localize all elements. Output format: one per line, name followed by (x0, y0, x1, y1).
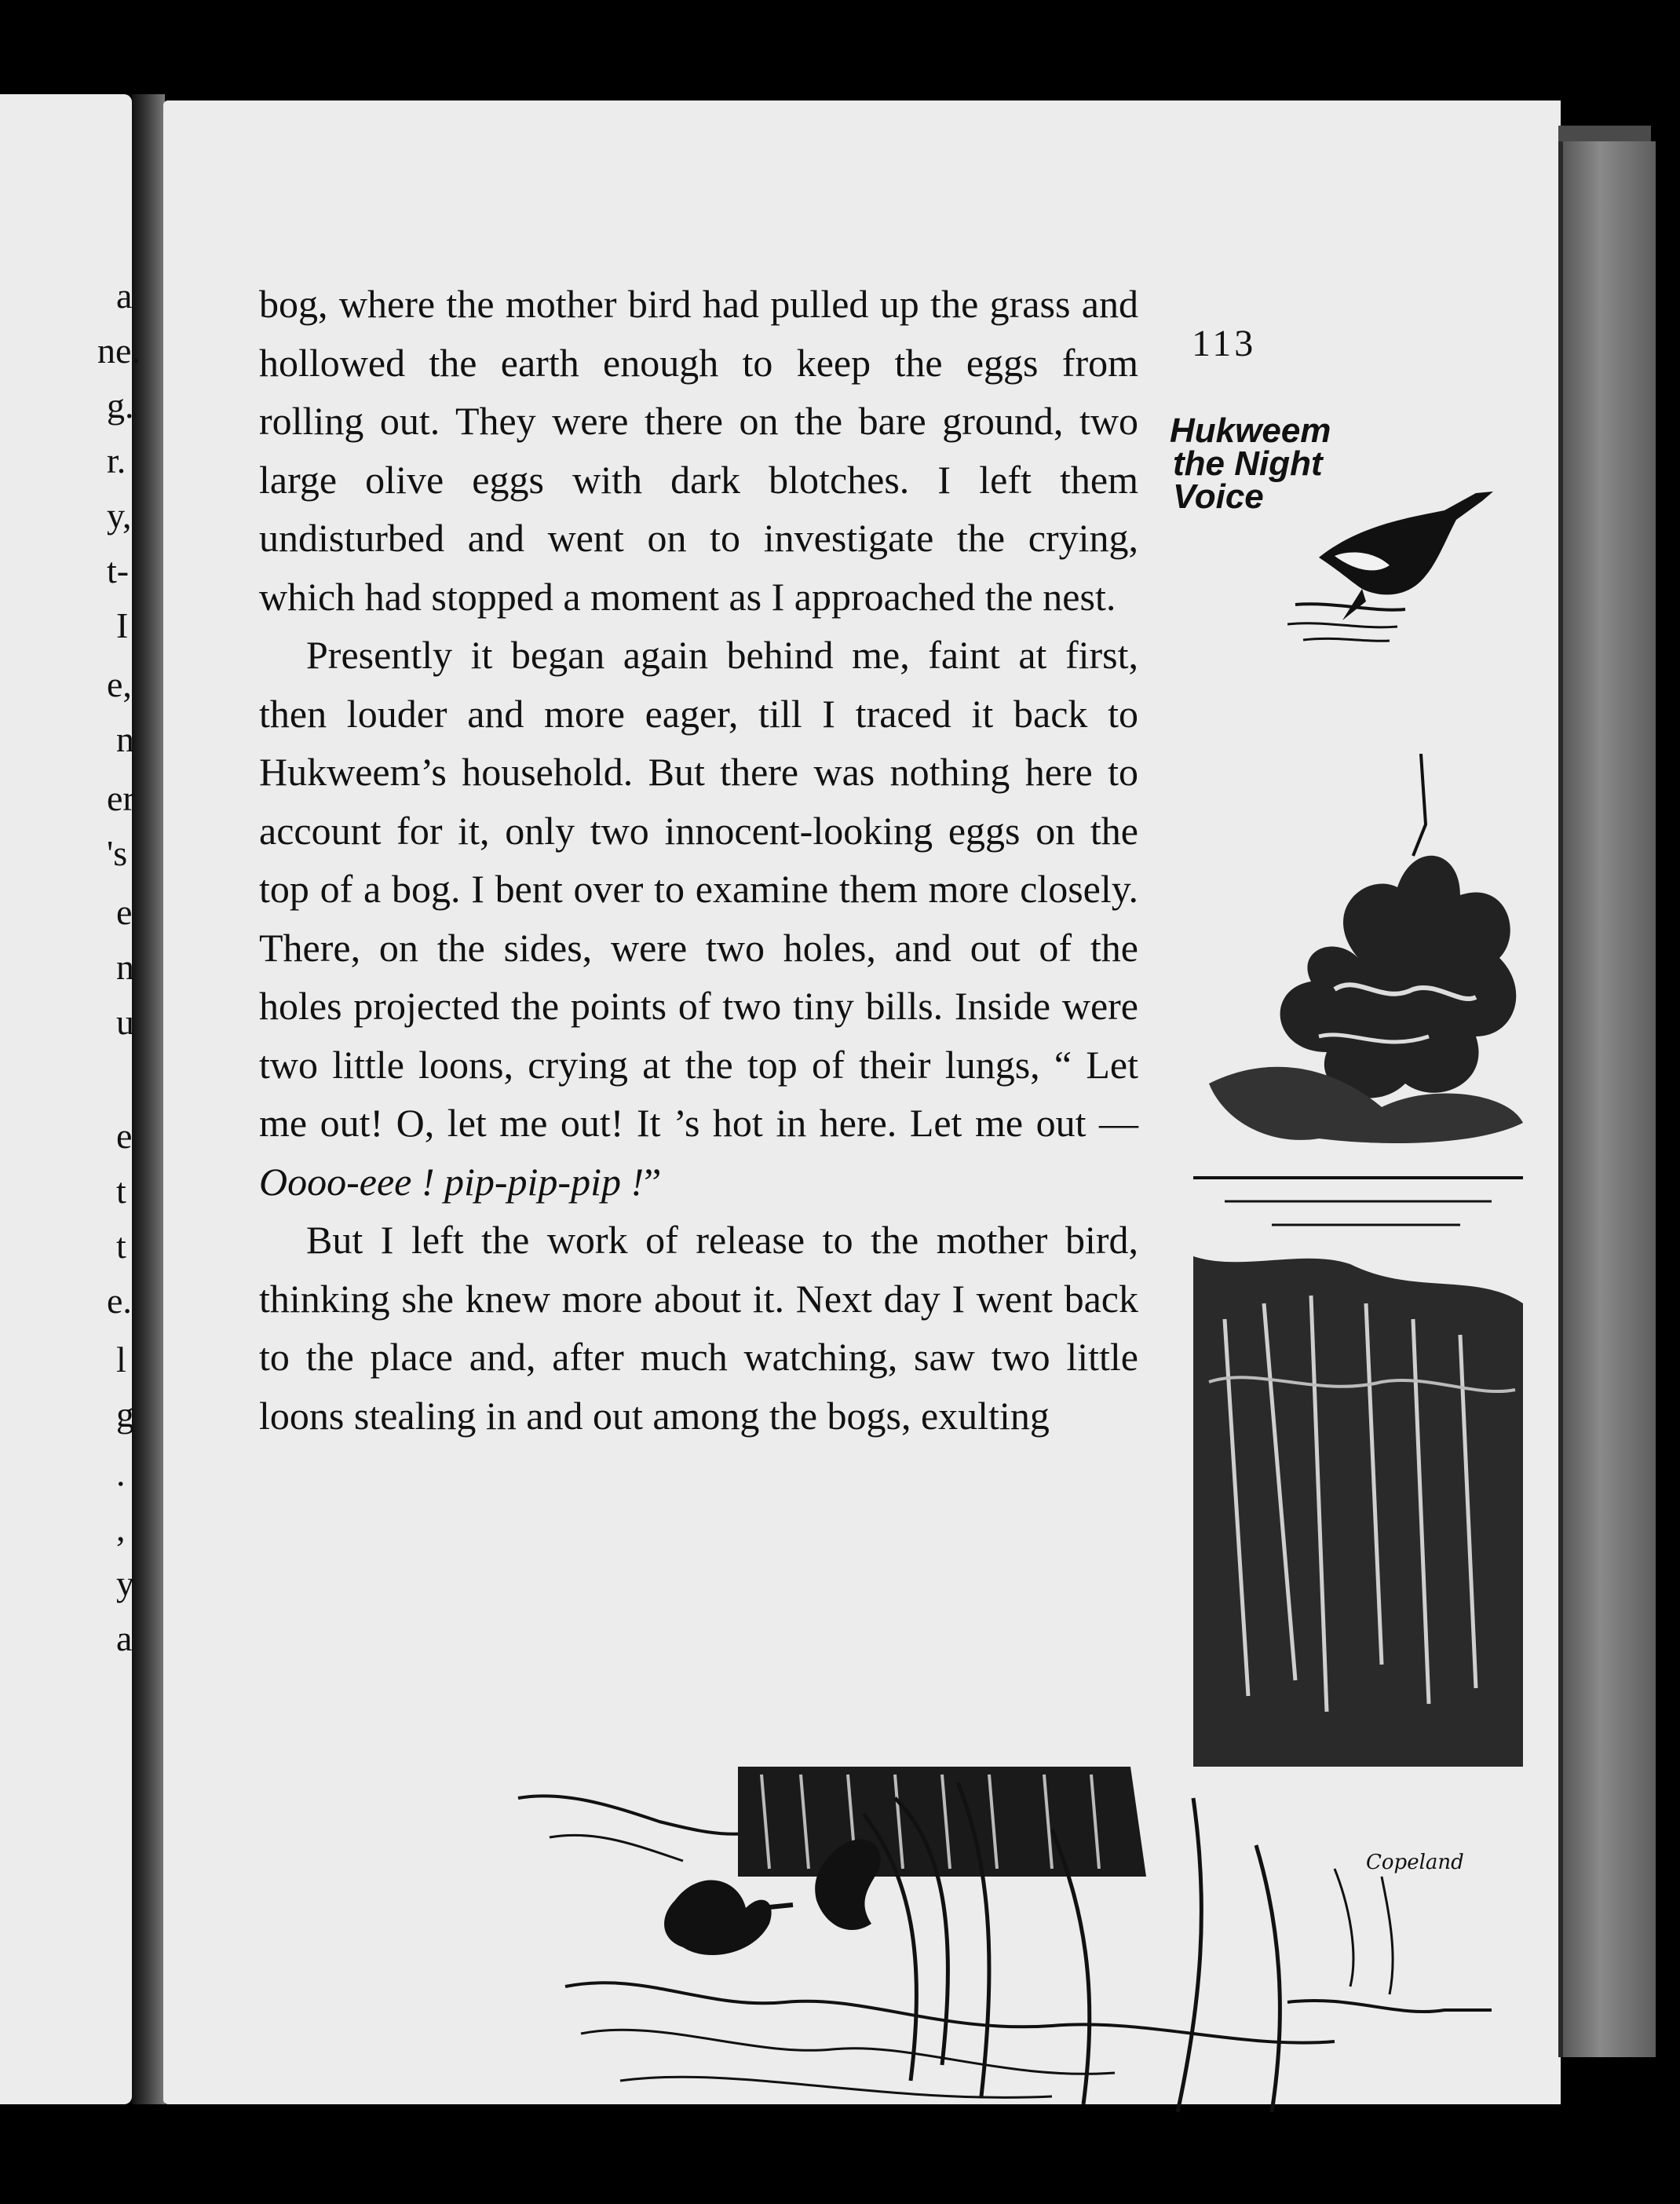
facing-page-fragment: e, (107, 664, 132, 704)
facing-page-fragment: t- (107, 550, 130, 590)
facing-page-fragment: e (116, 892, 133, 932)
marsh-tree-illustration (1178, 754, 1539, 1775)
facing-page-fragment: l (116, 1340, 126, 1380)
facing-page-fragment: g. (107, 386, 134, 426)
facing-page-fragment: , (116, 1508, 126, 1548)
facing-page-fragment: t (116, 1226, 126, 1266)
paragraph-2-text: Presently it began again behind me, faint at first, then louder and more eager, till I traced it back to Hukweem’s household. But there was nothing here to account for it, only two innocent-looking eggs on the top of a bog. I bent over to examine them more closely. There, on the sides, were two holes, and out of the holes projected the points of two tiny bills. Inside were two little loons, crying at the top of their lungs, “ Let me out! O, let me out! It ’s hot in here. Let me out — (259, 633, 1138, 1145)
facing-page-fragment: I (116, 605, 129, 645)
book-gutter (132, 94, 165, 2104)
facing-page-fragment: y (116, 1563, 134, 1603)
facing-page-fragment: a (116, 1618, 133, 1658)
loon-cry: Oooo-eee ! pip-pip-pip ! (259, 1159, 645, 1204)
running-title-line-1: Hukweem (1170, 411, 1331, 450)
facing-page-fragment: ne. (97, 331, 141, 371)
paragraph-3: But I left the work of release to the mother bird, thinking she knew more about it. Next day I went back to the place and, after much watching, saw two little loons stealing in and out among the bogs, exulting (259, 1218, 1138, 1438)
facing-page-fragment: er (107, 778, 135, 818)
facing-page-fragment: g (116, 1394, 134, 1435)
paragraph-2 (259, 626, 1138, 1211)
young-loons-illustration (502, 1751, 1523, 2120)
illustrator-signature: Copeland (1366, 1851, 1464, 1874)
facing-page-fragment: u (116, 1002, 134, 1042)
facing-page-fragment: a (116, 276, 133, 316)
cover-edge (1558, 141, 1656, 2057)
running-title-line-3: Voice (1173, 477, 1264, 516)
facing-page-fragment: r. (107, 440, 126, 481)
flying-loon-illustration (1287, 463, 1507, 644)
facing-page-fragment: . (116, 1453, 126, 1493)
page-number: 113 (1192, 323, 1257, 364)
running-title-line-2: the Night (1173, 444, 1323, 483)
facing-page-fragment: n (116, 947, 134, 987)
facing-page-fragment: t (116, 1171, 126, 1211)
body-text (259, 275, 1138, 1445)
paragraph-1: bog, where the mother bird had pulled up the grass and hollowed the earth enough to keep the eggs from rolling out. They were there on the bare ground, two large olive eggs with dark blotches. I left them undisturbed and went on to investigate the crying, which had stopped a moment as I approached the nest. (259, 282, 1138, 619)
facing-page-fragment: n (116, 719, 134, 759)
facing-page-fragment: e. (107, 1281, 132, 1321)
paragraph-2-close-quote: ” (644, 1159, 662, 1204)
facing-page-fragment: 's (107, 833, 128, 873)
facing-page-fragment: e (116, 1116, 133, 1156)
facing-page-fragment: y, (107, 495, 132, 535)
